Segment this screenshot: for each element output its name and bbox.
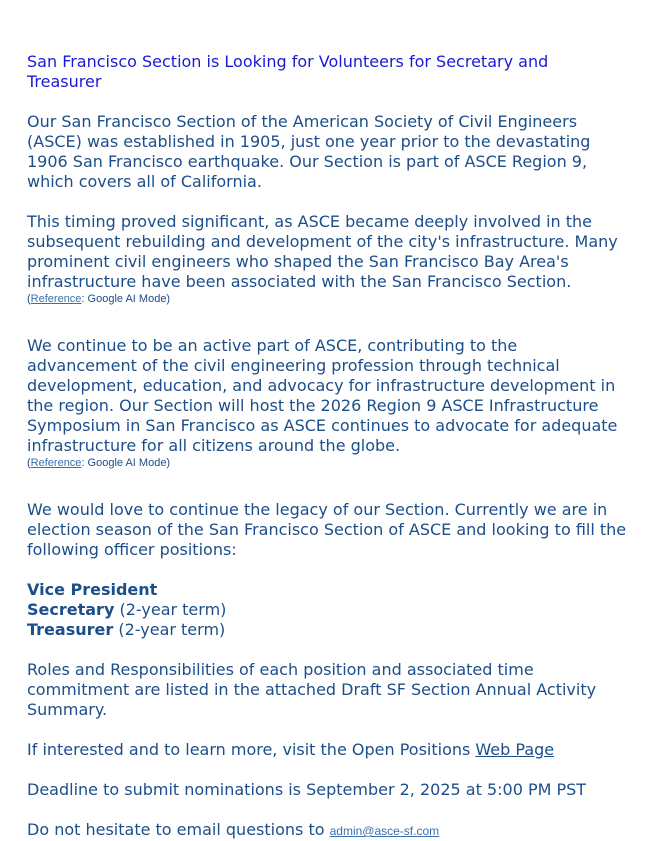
officer-positions-list (27, 580, 627, 640)
paragraph-rebuilding: This timing proved significant, as ASCE became deeply involved in the subsequent rebuilding and development of the city's infrastructure. Many prominent civil engineers who shaped the San Francisco Bay Area's infrastructure have been associated with the San Francisco Section. (27, 212, 618, 291)
position-secretary (27, 600, 627, 620)
reference-open: ( (27, 457, 31, 469)
reference-link-2[interactable]: Reference (30, 457, 82, 469)
position-name: Secretary (27, 600, 115, 619)
position-term: (2-year term) (113, 620, 226, 639)
learn-more-text: If interested and to learn more, visit the Open Positions (27, 740, 476, 759)
paragraph-deadline: Deadline to submit nominations is September 2, 2025 at 5:00 PM PST (27, 780, 587, 799)
reference-source: : Google AI Mode) (81, 457, 171, 469)
reference-open: ( (27, 293, 31, 305)
paragraph-history: Our San Francisco Section of the American Society of Civil Engineers (ASCE) was established in 1905, just one year prior to the devastating 1906 San Francisco earthquake. Our Section is part of ASCE Region 9, which covers all of California. (27, 112, 591, 191)
reference-link-1[interactable]: Reference (30, 293, 82, 305)
position-vice-president (27, 580, 627, 600)
position-treasurer (27, 620, 627, 640)
reference-note-2 (27, 456, 627, 470)
paragraph-learn-more (27, 740, 627, 760)
web-page-link[interactable]: Web Page (475, 740, 555, 759)
position-term: (2-year term) (114, 600, 227, 619)
paragraph-email (27, 820, 627, 841)
email-link[interactable]: admin@asce-sf.com (329, 824, 440, 838)
paragraph-election: We would love to continue the legacy of our Section. Currently we are in election season of the San Francisco Section of ASCE and looking to fill the following officer positions: (27, 500, 627, 559)
position-name: Treasurer (27, 620, 114, 639)
reference-source: : Google AI Mode) (81, 293, 171, 305)
reference-note-1 (27, 292, 627, 306)
paragraph-roles: Roles and Responsibilities of each position and associated time commitment are listed in the attached Draft SF Section Annual Activity Summary. (27, 660, 597, 719)
position-name: Vice President (27, 580, 158, 599)
document-title: San Francisco Section is Looking for Volunteers for Secretary and Treasurer (27, 52, 549, 91)
document-body (27, 52, 627, 841)
paragraph-advancement: We continue to be an active part of ASCE, contributing to the advancement of the civil engineering profession through technical development, education, and advocacy for infrastructure development in the region. Our Section will host the 2026 Region 9 ASCE Infrastructure Symposium in San Francisco as ASCE continues to advocate for adequate infrastructure for all citizens around the globe. (27, 336, 618, 455)
email-prompt-text: Do not hesitate to email questions to (27, 820, 330, 839)
